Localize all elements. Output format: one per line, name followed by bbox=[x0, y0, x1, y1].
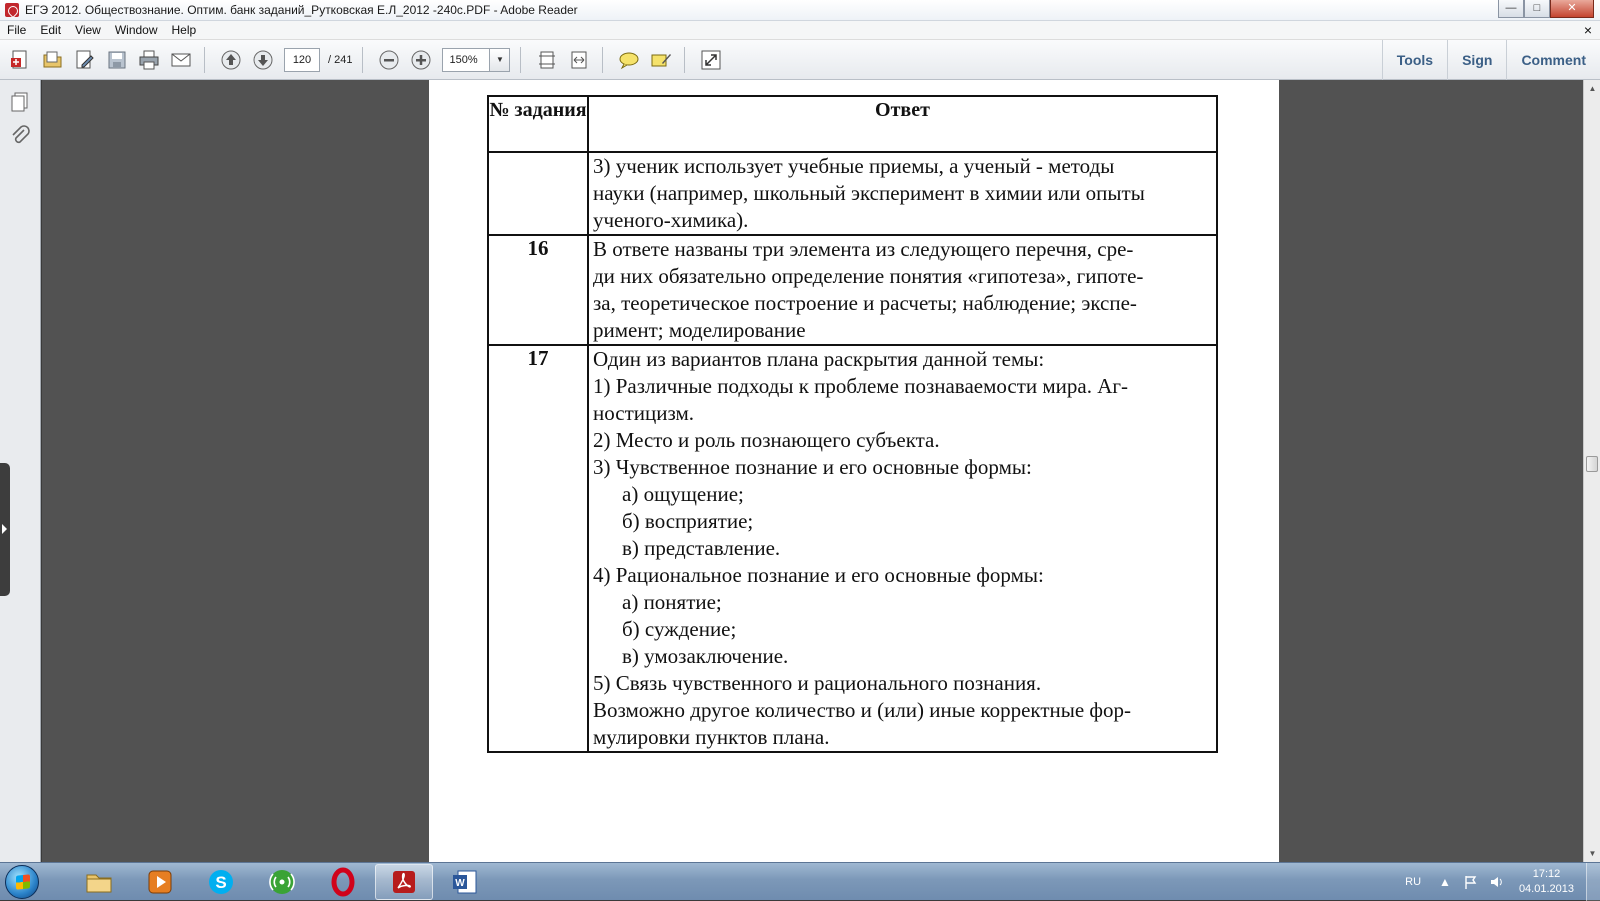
sticky-note-button[interactable] bbox=[616, 47, 642, 73]
fit-width-icon bbox=[568, 49, 590, 71]
language-indicator[interactable]: RU bbox=[1405, 876, 1422, 888]
window-controls bbox=[1498, 0, 1594, 18]
answer-subline: а) ощущение; bbox=[622, 482, 744, 506]
answer-line: за, теоретическое построение и расчеты; наблюдение; экспе- bbox=[593, 291, 1137, 315]
menu-file[interactable]: File bbox=[7, 23, 27, 37]
header-task-number bbox=[488, 96, 588, 152]
email-icon bbox=[170, 49, 192, 71]
toolbar-separator bbox=[204, 47, 205, 73]
highlight-pen-icon bbox=[650, 49, 672, 71]
taskbar-opera[interactable] bbox=[314, 864, 372, 900]
answer-table bbox=[487, 95, 1218, 753]
scroll-down-arrow[interactable]: ▼ bbox=[1588, 849, 1597, 858]
answer-subline: а) понятие; bbox=[622, 590, 722, 614]
taskbar-media-player[interactable] bbox=[131, 864, 189, 900]
answer-line: ди них обязательно определение понятия «гипотеза», гипоте- bbox=[593, 264, 1144, 288]
menu-window[interactable]: Window bbox=[114, 23, 158, 37]
menu-bar bbox=[0, 21, 1600, 40]
arrow-down-icon bbox=[252, 49, 274, 71]
minimize-button[interactable]: — bbox=[1498, 0, 1524, 18]
page-total: / 241 bbox=[328, 53, 353, 66]
vertical-scrollbar[interactable] bbox=[1583, 80, 1600, 862]
toolbar-separator bbox=[362, 47, 363, 73]
answer-cell bbox=[588, 152, 1217, 235]
task-number: 17 bbox=[527, 346, 549, 370]
taskbar-word[interactable] bbox=[436, 864, 494, 900]
open-button[interactable] bbox=[40, 47, 66, 73]
previous-page-button[interactable] bbox=[218, 47, 244, 73]
windows-logo-icon bbox=[5, 865, 39, 899]
action-center-flag-icon[interactable] bbox=[1463, 874, 1479, 890]
folder-icon bbox=[84, 867, 114, 897]
fit-width-button[interactable] bbox=[566, 47, 592, 73]
volume-icon[interactable] bbox=[1489, 874, 1505, 890]
answer-line: 4) Рациональное познание и его основные формы: bbox=[593, 563, 1044, 587]
windows-taskbar bbox=[0, 862, 1600, 900]
clock[interactable] bbox=[1519, 867, 1574, 897]
print-button[interactable] bbox=[136, 47, 162, 73]
page-number-input[interactable] bbox=[284, 48, 320, 72]
answer-subline: в) представление. bbox=[622, 536, 781, 560]
taskbar-skype[interactable] bbox=[192, 864, 250, 900]
table-row bbox=[488, 345, 1217, 752]
pane-collapse-handle[interactable] bbox=[0, 463, 10, 596]
scroll-up-arrow[interactable]: ▲ bbox=[1588, 84, 1597, 93]
table-row bbox=[488, 235, 1217, 345]
zoom-in-icon bbox=[410, 49, 432, 71]
toolbar-separator bbox=[520, 47, 521, 73]
wifi-antenna-icon bbox=[267, 867, 297, 897]
taskbar-adobe-reader[interactable] bbox=[375, 864, 433, 900]
answer-subline: б) суждение; bbox=[622, 617, 737, 641]
fit-page-button[interactable] bbox=[534, 47, 560, 73]
zoom-out-button[interactable] bbox=[376, 47, 402, 73]
task-number-cell bbox=[488, 152, 588, 235]
show-desktop-button[interactable] bbox=[1586, 863, 1600, 901]
edit-document-icon bbox=[74, 49, 96, 71]
arrow-up-icon bbox=[220, 49, 242, 71]
svg-text:W: W bbox=[455, 877, 465, 889]
create-pdf-button[interactable] bbox=[8, 47, 34, 73]
save-icon bbox=[106, 49, 128, 71]
media-player-icon bbox=[145, 867, 175, 897]
answer-line: В ответе названы три элемента из следующего перечня, сре- bbox=[593, 237, 1134, 261]
answer-line: 2) Место и роль познающего субъекта. bbox=[593, 428, 940, 452]
system-tray bbox=[1405, 863, 1600, 901]
close-button[interactable]: ✕ bbox=[1550, 0, 1594, 18]
answer-line: 3) ученик использует учебные приемы, а ученый - методы bbox=[593, 154, 1115, 178]
edit-button[interactable] bbox=[72, 47, 98, 73]
answer-line: римент; моделирование bbox=[593, 318, 806, 342]
page-thumbnails-icon[interactable] bbox=[8, 90, 32, 114]
next-page-button[interactable] bbox=[250, 47, 276, 73]
table-row bbox=[488, 152, 1217, 235]
adobe-reader-icon bbox=[5, 3, 19, 17]
maximize-button[interactable]: □ bbox=[1524, 0, 1550, 18]
answer-line: 5) Связь чувственного и рационального познания. bbox=[593, 671, 1042, 695]
taskbar-explorer[interactable] bbox=[70, 864, 128, 900]
close-document-icon[interactable]: × bbox=[1583, 22, 1592, 38]
task-number-cell bbox=[488, 345, 588, 752]
skype-icon bbox=[206, 867, 236, 897]
task-number-cell bbox=[488, 235, 588, 345]
answer-line: 3) Чувственное познание и его основные формы: bbox=[593, 455, 1032, 479]
tools-link[interactable]: Tools bbox=[1382, 40, 1447, 80]
table-header-row bbox=[488, 96, 1217, 152]
adobe-reader-icon bbox=[389, 867, 419, 897]
print-icon bbox=[138, 49, 160, 71]
clock-time: 17:12 bbox=[1532, 868, 1561, 880]
highlight-button[interactable] bbox=[648, 47, 674, 73]
answer-line: Возможно другое количество и (или) иные корректные фор- bbox=[593, 698, 1132, 722]
header-answer: Ответ bbox=[588, 96, 1217, 152]
open-folder-icon bbox=[42, 49, 64, 71]
fit-page-icon bbox=[536, 49, 558, 71]
answer-line: ученого-химика). bbox=[593, 208, 749, 232]
window-title: ЕГЭ 2012. Обществознание. Оптим. банк заданий_Рутковская Е.Л_2012 -240с.PDF - Adobe Reader bbox=[25, 3, 578, 17]
clock-date: 04.01.2013 bbox=[1518, 883, 1574, 895]
document-area[interactable] bbox=[42, 80, 1583, 862]
header-task-number-text: № задания bbox=[489, 99, 587, 121]
comment-bubble-icon bbox=[618, 49, 640, 71]
answer-line: ностицизм. bbox=[593, 401, 695, 425]
menu-help[interactable]: Help bbox=[171, 23, 197, 37]
answer-line: науки (например, школьный эксперимент в химии или опыты bbox=[593, 181, 1145, 205]
title-bar bbox=[0, 0, 1600, 21]
taskbar-network-app[interactable] bbox=[253, 864, 311, 900]
full-screen-button[interactable] bbox=[698, 47, 724, 73]
comment-link[interactable]: Comment bbox=[1506, 40, 1600, 80]
task-pane-links bbox=[1382, 40, 1600, 80]
pdf-page bbox=[429, 80, 1279, 862]
task-number: 16 bbox=[527, 236, 549, 260]
toolbar bbox=[0, 40, 1600, 80]
create-pdf-icon bbox=[10, 49, 32, 71]
zoom-out-icon bbox=[378, 49, 400, 71]
start-button[interactable] bbox=[0, 863, 44, 901]
zoom-dropdown-button[interactable]: ▼ bbox=[490, 48, 510, 72]
attachments-paperclip-icon[interactable] bbox=[8, 124, 32, 148]
answer-line: 1) Различные подходы к проблеме познаваемости мира. Аг- bbox=[593, 374, 1128, 398]
answer-line: Один из вариантов плана раскрытия данной темы: bbox=[593, 347, 1045, 371]
show-hidden-icons[interactable]: ▲ bbox=[1439, 875, 1451, 889]
answer-subline: б) восприятие; bbox=[622, 509, 754, 533]
answer-cell bbox=[588, 235, 1217, 345]
opera-icon bbox=[328, 867, 358, 897]
answer-subline: в) умозаключение. bbox=[622, 644, 789, 668]
navigation-pane bbox=[0, 80, 41, 862]
answer-line: мулировки пунктов плана. bbox=[593, 725, 830, 749]
expand-icon bbox=[700, 49, 722, 71]
toolbar-separator bbox=[684, 47, 685, 73]
zoom-in-button[interactable] bbox=[408, 47, 434, 73]
email-button[interactable] bbox=[168, 47, 194, 73]
svg-text:S: S bbox=[215, 872, 227, 892]
menu-edit[interactable]: Edit bbox=[40, 23, 62, 37]
answer-cell bbox=[588, 345, 1217, 752]
word-icon bbox=[450, 867, 480, 897]
sign-link[interactable]: Sign bbox=[1447, 40, 1506, 80]
scroll-thumb[interactable] bbox=[1586, 456, 1598, 472]
zoom-level-input[interactable] bbox=[442, 48, 490, 72]
toolbar-separator bbox=[602, 47, 603, 73]
save-button[interactable] bbox=[104, 47, 130, 73]
menu-view[interactable]: View bbox=[75, 23, 101, 37]
